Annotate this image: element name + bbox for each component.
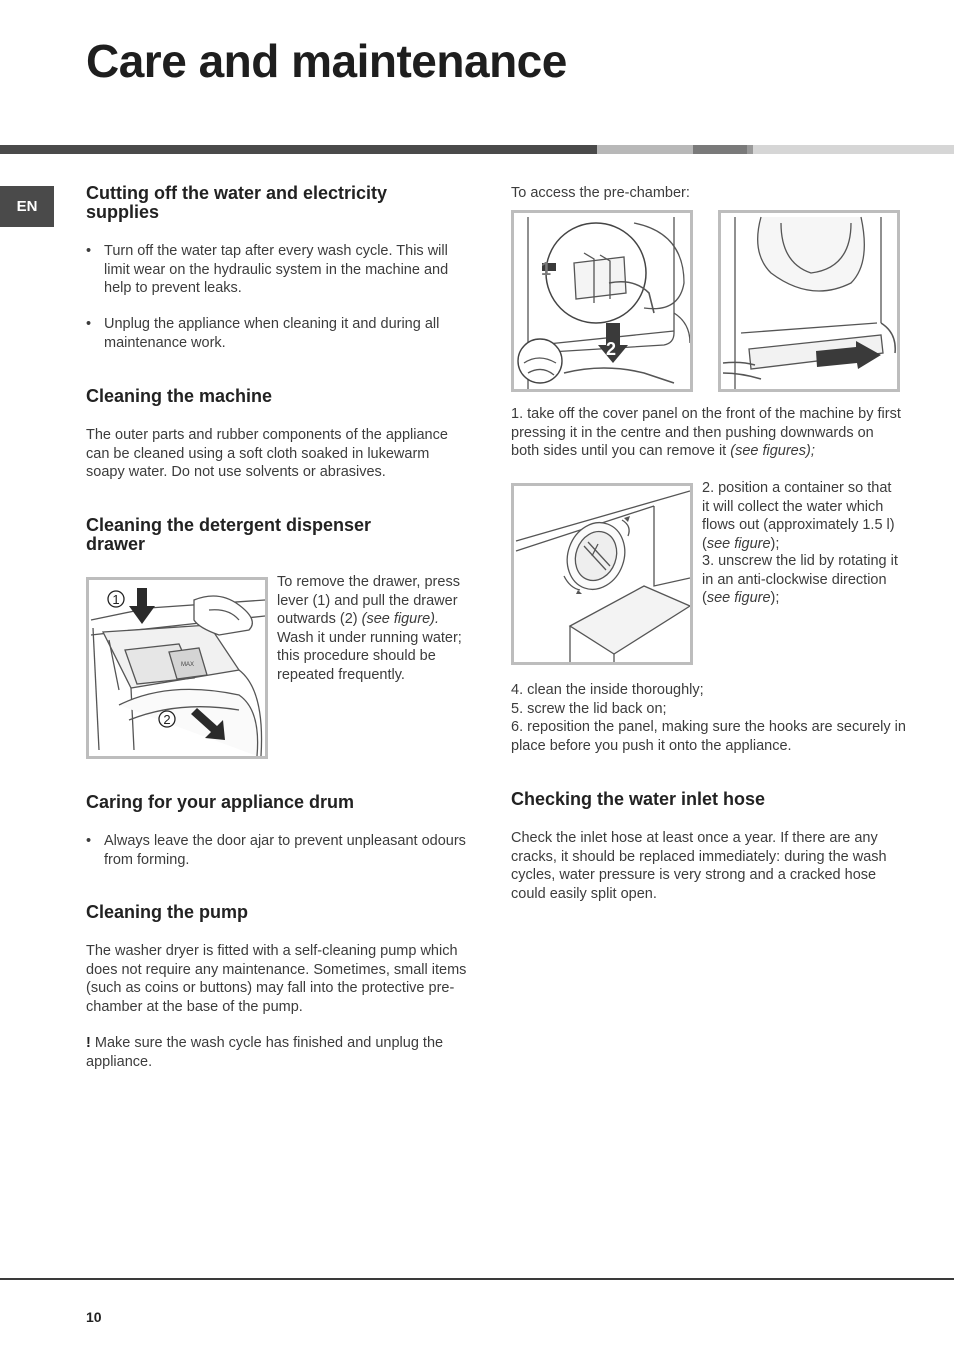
header-bar-mid-dark (693, 145, 747, 154)
pump-body: The washer dryer is fitted with a self-cleaning pump which does not require any maintenance. Sometimes, small items (such as coins or buttons) may fall into the protective pre-chamber at the base of the pump. (86, 943, 467, 1015)
step-3-end: ); (770, 590, 780, 607)
step-1-main: 1. take off the cover panel on the front of the machine by first pressing it in the centre and then pushing downwards on both sides until you can remove it (511, 406, 901, 460)
heading-inlet-hose: Checking the water inlet hose (511, 789, 766, 809)
heading-cutoff-line2: supplies (86, 202, 160, 222)
header-bar-light (753, 145, 954, 154)
drum-bullet-text: Always leave the door ajar to prevent unpleasant odours from forming. (104, 833, 466, 868)
pump-lid-illustration (514, 486, 690, 662)
bullet-dot: • (86, 243, 92, 259)
drum-bullet (86, 832, 476, 872)
step-2 (702, 479, 900, 553)
panel-removal-figure-2 (718, 210, 900, 392)
panel-removal-illustration-1 (514, 213, 690, 389)
panel-removal-figure-1 (511, 210, 693, 392)
heading-cleaning-machine: Cleaning the machine (86, 386, 273, 406)
step-1 (511, 405, 901, 461)
drawer-body (277, 573, 469, 685)
cutoff-bullet-2-text: Unplug the appliance when cleaning it and during all maintenance work. (104, 316, 440, 351)
language-label: EN (16, 198, 38, 215)
panel-step-1-label: 1 (541, 259, 552, 279)
pump-warning (86, 1034, 466, 1071)
step-2-end: ); (770, 535, 780, 552)
drawer-figure (86, 577, 268, 759)
drawer-callout-2: 2 (163, 712, 171, 727)
step-2-main: 2. position a container so that it will collect the water which flows out (approximately 1.5 l) ( (702, 480, 895, 552)
step-4: 4. clean the inside thoroughly; (511, 682, 704, 698)
step-6: 6. reposition the panel, making sure the hooks are securely in place before you push it onto the appliance. (511, 719, 906, 754)
cutoff-bullet-1 (86, 242, 476, 302)
step-3-main: 3. unscrew the lid by rotating it in an anti-clockwise direction ( (702, 553, 898, 607)
warning-mark: ! (86, 1035, 91, 1051)
header-bar-mid (597, 145, 693, 154)
cutoff-bullet-2 (86, 315, 476, 355)
step-5: 5. screw the lid back on; (511, 701, 667, 717)
page-number: 10 (86, 1309, 102, 1325)
heading-drawer-line2: drawer (86, 534, 146, 554)
heading-cutoff-line1: Cutting off the water and electricity (86, 183, 388, 203)
pump-warning-text: Make sure the wash cycle has finished and unplug the appliance. (86, 1035, 444, 1070)
page-title: Care and maintenance (86, 35, 567, 87)
step-1-italic: (see figures); (730, 443, 815, 460)
heading-pump: Cleaning the pump (86, 902, 248, 922)
drawer-illustration (89, 580, 265, 756)
drawer-body-italic: (see figure). (361, 611, 439, 628)
header-bar-dark (0, 145, 597, 154)
language-tab (0, 186, 54, 227)
drawer-body-main: To remove the drawer, press lever (1) and pull the drawer outwards (2) (277, 574, 460, 628)
drawer-callout-1: 1 (112, 592, 120, 607)
drawer-body-rest: Wash it under running water; this procedure should be repeated frequently. (277, 629, 462, 683)
pump-lid-figure (511, 483, 693, 665)
bullet-dot: • (86, 316, 92, 332)
step-3-italic: see figure (706, 590, 771, 607)
access-intro: To access the pre-chamber: (511, 185, 690, 201)
panel-step-2-label: 2 (606, 339, 617, 359)
heading-dispenser-drawer (86, 516, 486, 554)
cleaning-machine-body: The outer parts and rubber components of the appliance can be cleaned using a soft cloth soaked in lukewarm soapy water. Do not use solvents or abrasives. (86, 427, 448, 481)
footer-rule (0, 1278, 954, 1280)
inlet-hose-body: Check the inlet hose at least once a year. If there are any cracks, it should be replaced immediately: during the wash cycles, water pressure is very strong and a cracked hose could easily split open. (511, 830, 887, 902)
step-2-italic: see figure (706, 535, 771, 552)
bullet-dot: • (86, 833, 92, 849)
step-3 (702, 552, 900, 608)
panel-removal-illustration-2 (721, 213, 897, 389)
heading-cutoff (86, 184, 486, 222)
heading-drum: Caring for your appliance drum (86, 792, 355, 812)
drawer-max-mark: MAX (181, 662, 195, 668)
cutoff-bullet-1-text: Turn off the water tap after every wash cycle. This will limit wear on the hydraulic system in the machine and help to prevent leaks. (104, 243, 449, 297)
heading-drawer-line1: Cleaning the detergent dispenser (86, 515, 372, 535)
